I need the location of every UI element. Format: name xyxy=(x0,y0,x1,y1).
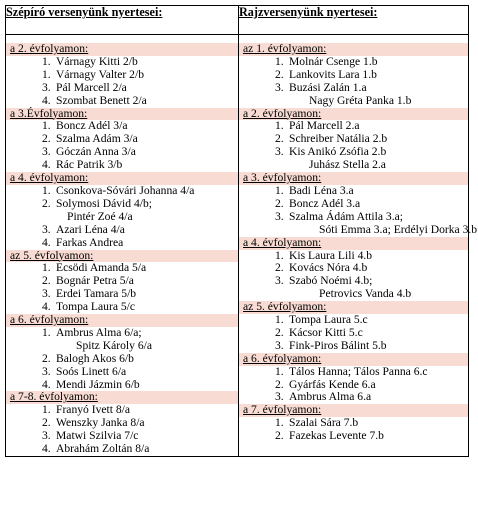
winner-name: Juhász Stella 2.a xyxy=(309,158,386,172)
winner-name: Soós Linett 6/a xyxy=(56,364,127,378)
winner-name: Mendi Jázmin 6/b xyxy=(56,377,140,391)
rank-number: 3. xyxy=(42,145,51,159)
winner-name: Spitz Károly 6/a xyxy=(76,338,152,352)
list-item xyxy=(239,340,468,353)
rank-number: 3. xyxy=(275,209,284,223)
grade-heading: az 1. évfolyamon: xyxy=(239,43,468,56)
grade-heading: a 3.Évfolyamon: xyxy=(6,108,238,121)
grade-heading: a 3. évfolyamon: xyxy=(239,172,468,185)
rank-number: 4. xyxy=(42,93,51,107)
winner-name: Azari Léna 4/a xyxy=(56,222,125,236)
left-column-title: Szépíró versenyünk nyertesei: xyxy=(6,6,239,35)
winner-name: Pál Marcell 2/a xyxy=(56,80,127,94)
winner-name: Lankovits Lara 1.b xyxy=(289,67,377,81)
rank-number: 1. xyxy=(275,183,284,197)
list-item xyxy=(239,95,468,108)
winner-name: Buzási Zalán 1.a xyxy=(289,80,367,94)
grade-heading: a 4. évfolyamon: xyxy=(6,172,238,185)
rank-number: 1. xyxy=(42,261,51,275)
winner-name: Szabó Noémi 4.b; xyxy=(289,274,373,288)
grade-heading: az 5. évfolyamon: xyxy=(6,250,238,263)
rank-number: 4. xyxy=(42,158,51,172)
winner-name: Szalma Ádám Attila 3.a; xyxy=(289,209,403,223)
winner-name: Szombat Benett 2/a xyxy=(56,93,147,107)
list-item xyxy=(6,237,238,250)
rank-number: 1. xyxy=(42,54,51,68)
winner-name: Kácsor Kitti 5.c xyxy=(289,325,363,339)
rank-number: 3. xyxy=(275,80,284,94)
winner-name: Gyárfás Kende 6.a xyxy=(289,377,376,391)
grade-heading: az 5. évfolyamon: xyxy=(239,301,468,314)
rank-number: 1. xyxy=(42,403,51,417)
rank-number: 2. xyxy=(275,325,284,339)
winner-name: Schreiber Natália 2.b xyxy=(289,132,388,146)
winner-name: Balogh Akos 6/b xyxy=(56,351,134,365)
winner-name: Kis Anikó Zsófia 2.b xyxy=(289,145,387,159)
rank-number: 3. xyxy=(275,390,284,404)
right-column-title: Rajzversenyünk nyertesei: xyxy=(239,6,469,35)
grade-entries xyxy=(6,120,238,172)
rank-number: 3. xyxy=(275,338,284,352)
grade-entries xyxy=(239,56,468,108)
rank-number: 4. xyxy=(42,377,51,391)
grade-entries xyxy=(6,185,238,250)
rank-number: 1. xyxy=(275,54,284,68)
winner-name: Csonkova-Sóvári Johanna 4/a xyxy=(56,183,195,197)
right-column xyxy=(239,35,478,457)
winner-name: Tompa Laura 5/c xyxy=(56,300,136,314)
winner-name: Erdei Tamara 5/b xyxy=(56,287,137,301)
winner-name: Szalma Adám 3/a xyxy=(56,132,138,146)
winner-name: Szalai Sára 7.b xyxy=(289,416,359,430)
rank-number: 1. xyxy=(42,183,51,197)
rank-number: 3. xyxy=(42,222,51,236)
winner-name: Kovács Nóra 4.b xyxy=(289,261,368,275)
grade-heading: a 7. évfolyamon: xyxy=(239,404,468,417)
grade-entries xyxy=(239,250,468,302)
grade-entries xyxy=(239,366,468,405)
winner-name: Boncz Adél 3.a xyxy=(289,196,361,210)
rank-number: 2. xyxy=(275,196,284,210)
grade-entries xyxy=(6,327,238,392)
winner-name: Góczán Anna 3/a xyxy=(56,145,136,159)
winner-name: Molnár Csenge 1.b xyxy=(289,54,378,68)
winner-name: Fink-Piros Bálint 5.b xyxy=(289,338,387,352)
winner-name: Pintér Zoé 4/a xyxy=(67,209,133,223)
left-column xyxy=(6,35,239,457)
body-row xyxy=(6,35,469,457)
rank-number: 1. xyxy=(275,416,284,430)
list-item xyxy=(6,95,238,108)
winner-name: Matwi Szilvia 7/c xyxy=(56,429,139,443)
winner-name: Tompa Laura 5.c xyxy=(289,313,368,327)
grade-heading: a 6. évfolyamon: xyxy=(239,353,468,366)
winner-name: Nagy Gréta Panka 1.b xyxy=(309,93,412,107)
grade-heading: a 4. évfolyamon: xyxy=(239,237,468,250)
rank-number: 2. xyxy=(42,132,51,146)
rank-number: 2. xyxy=(275,67,284,81)
rank-number: 1. xyxy=(275,364,284,378)
rank-number: 4. xyxy=(42,300,51,314)
winner-name: Sóti Emma 3.a; Erdélyi Dorka 3.b xyxy=(319,222,478,236)
rank-number: 1. xyxy=(42,325,51,339)
rank-number: 1. xyxy=(42,119,51,133)
grade-heading: a 2. évfolyamon: xyxy=(6,43,238,56)
winner-name: Ecsödi Amanda 5/a xyxy=(56,261,147,275)
winner-name: Wenszky Janka 8/a xyxy=(56,416,145,430)
list-item xyxy=(6,443,238,456)
rank-number: 2. xyxy=(275,429,284,443)
rank-number: 2. xyxy=(275,132,284,146)
grade-entries xyxy=(6,56,238,108)
winner-name: Tálos Hanna; Tálos Panna 6.c xyxy=(289,364,428,378)
rank-number: 4. xyxy=(42,235,51,249)
winner-name: Bognár Petra 5/a xyxy=(56,274,134,288)
grade-entries xyxy=(6,404,238,456)
rank-number: 3. xyxy=(42,80,51,94)
rank-number: 2. xyxy=(42,416,51,430)
grade-entries xyxy=(6,262,238,314)
winner-name: Abrahám Zoltán 8/a xyxy=(56,442,150,456)
winner-name: Pál Marcell 2.a xyxy=(289,119,360,133)
rank-number: 3. xyxy=(275,274,284,288)
winner-name: Franyó Ivett 8/a xyxy=(56,403,131,417)
winners-table xyxy=(5,5,478,457)
grade-entries xyxy=(239,120,468,172)
winner-name: Ambrus Alma 6.a xyxy=(289,390,372,404)
list-item xyxy=(239,222,478,237)
winner-name: Rác Patrik 3/b xyxy=(56,158,123,172)
winner-name: Petrovics Vanda 4.b xyxy=(319,287,412,301)
winner-name: Kis Laura Lili 4.b xyxy=(289,248,373,262)
grade-heading: a 2. évfolyamon: xyxy=(239,108,468,121)
rank-number: 1. xyxy=(275,248,284,262)
winner-name: Badi Léna 3.a xyxy=(289,183,354,197)
grade-heading: a 7-8. évfolyamon: xyxy=(6,391,238,404)
list-item xyxy=(239,430,468,443)
grade-entries xyxy=(239,314,468,353)
rank-number: 4. xyxy=(42,442,51,456)
winner-name: Várnagy Kitti 2/b xyxy=(56,54,138,68)
winner-name: Boncz Adél 3/a xyxy=(56,119,128,133)
winner-name: Várnagy Valter 2/b xyxy=(56,67,144,81)
rank-number: 2. xyxy=(275,261,284,275)
grade-heading: a 6. évfolyamon: xyxy=(6,314,238,327)
winner-name: Farkas Andrea xyxy=(56,235,124,249)
winner-name: Fazekas Levente 7.b xyxy=(289,429,384,443)
rank-number: 3. xyxy=(275,145,284,159)
winner-name: Ambrus Alma 6/a; xyxy=(56,325,142,339)
grade-entries xyxy=(239,183,478,237)
header-row xyxy=(6,6,469,35)
rank-number: 1. xyxy=(42,67,51,81)
rank-number: 2. xyxy=(275,377,284,391)
rank-number: 3. xyxy=(42,364,51,378)
rank-number: 1. xyxy=(275,313,284,327)
rank-number: 3. xyxy=(42,287,51,301)
winner-name: Solymosi Dávid 4/b; xyxy=(56,196,152,210)
rank-number: 2. xyxy=(42,274,51,288)
rank-number: 1. xyxy=(275,119,284,133)
grade-entries xyxy=(239,417,468,443)
rank-number: 2. xyxy=(42,196,51,210)
rank-number: 3. xyxy=(42,429,51,443)
rank-number: 2. xyxy=(42,351,51,365)
